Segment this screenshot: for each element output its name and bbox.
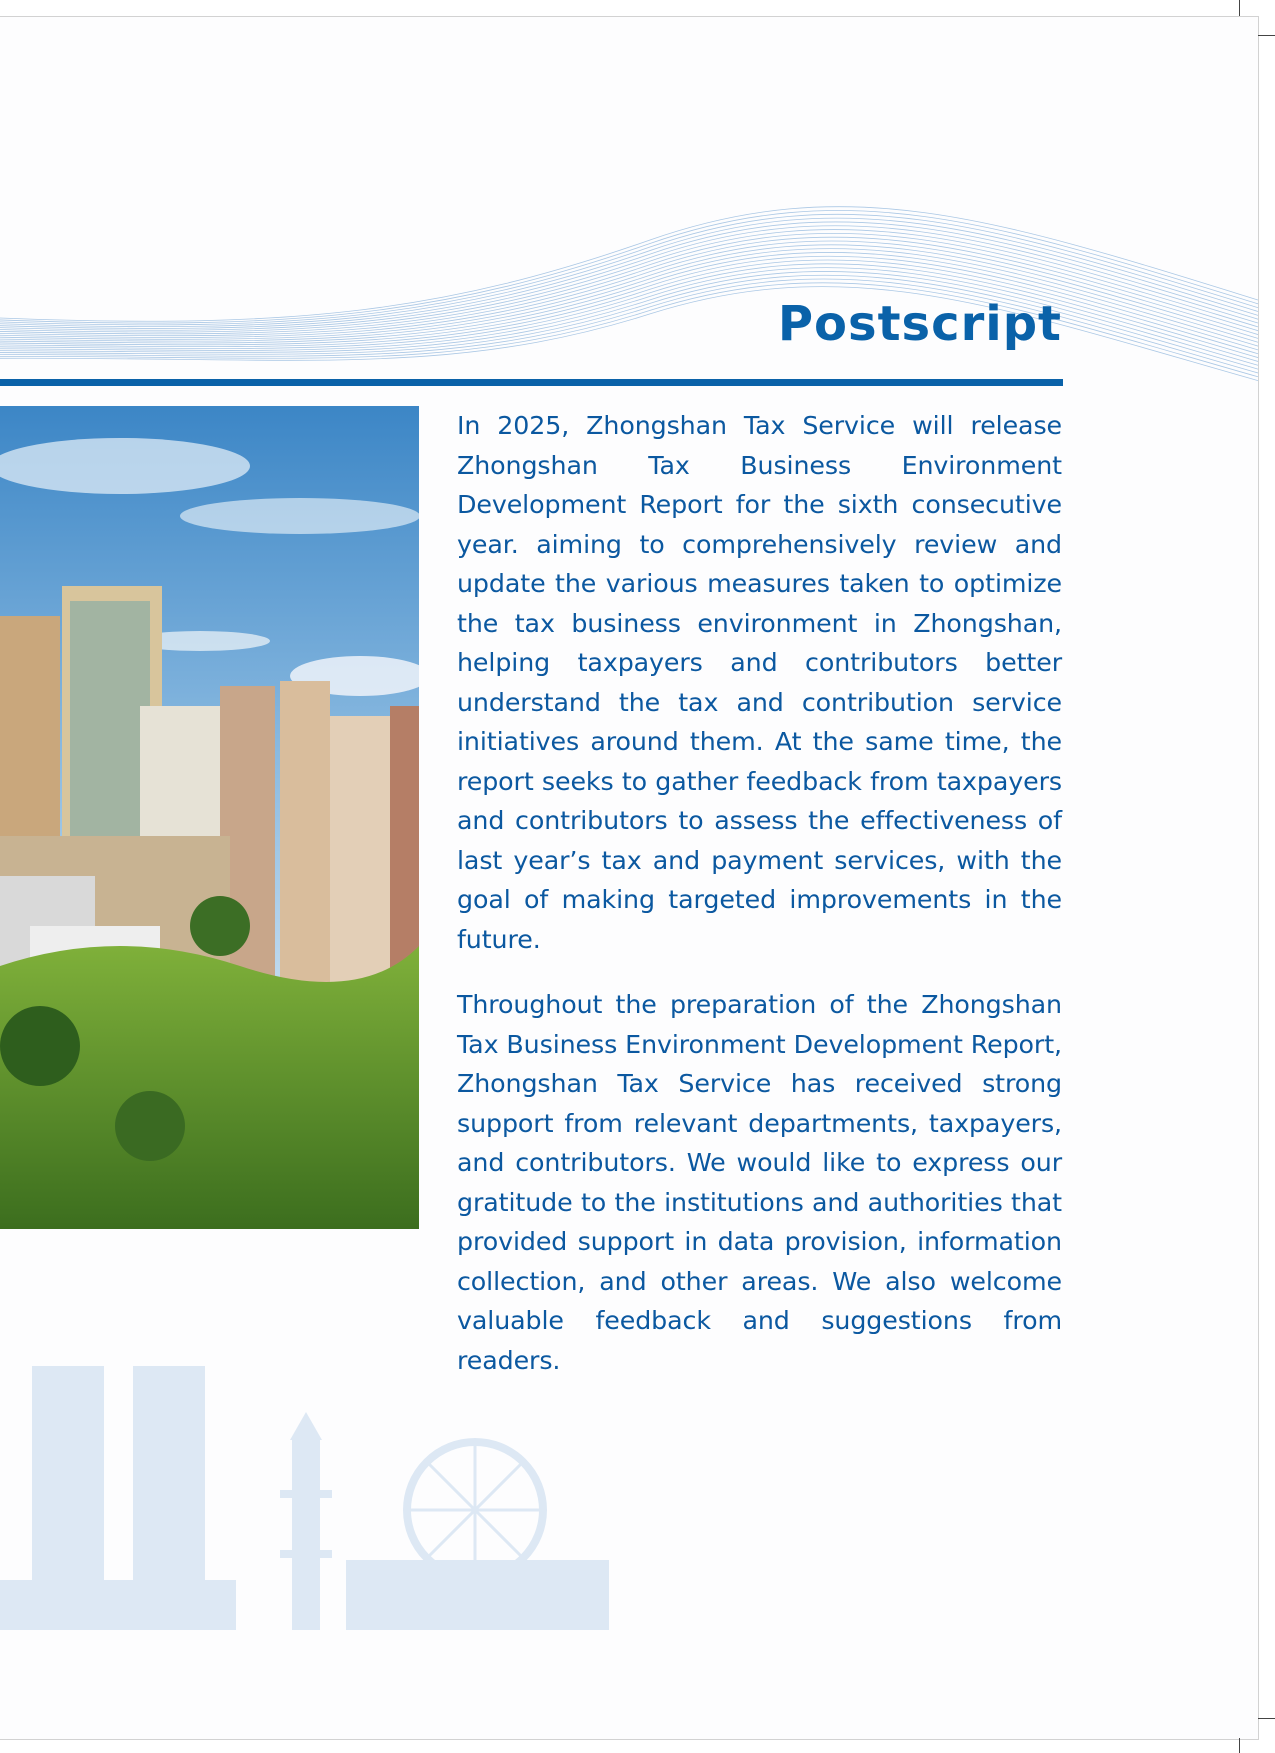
crop-mark-bottom-right [1258,1718,1275,1719]
city-skyline-photo [0,406,419,1229]
crop-mark-bottom [1239,1738,1240,1753]
skyline-watermark [0,1360,620,1630]
wave-line [0,226,1258,331]
crop-mark-top [1239,0,1240,16]
postscript-body [457,406,1062,1406]
wave-line [0,279,1258,373]
wave-line [0,218,1258,327]
title-underline [0,379,1063,386]
page-title: Postscript [777,296,1062,352]
wave-line [0,214,1258,325]
crop-mark-top-right [1258,35,1275,36]
wave-line [0,207,1258,322]
paragraph-1: In 2025, Zhongshan Tax Service will release Zhongshan Tax Business Environment Development Report for the sixth consecutive year. aiming to comprehensively review and update the various measures taken to optimize the tax business environment in Zhongshan, helping taxpayers and contributors better understand the tax and contribution service initiatives around them. At the same time, the report seeks to gather feedback from taxpayers and contributors to assess the effectiveness of last year’s tax and payment services, with the goal of making targeted improvements in the future. [457,411,1062,954]
paragraph-2: Throughout the preparation of the Zhongshan Tax Business Environment Development Report, Zhongshan Tax Service has received strong support from relevant departments, taxpayers, and contributors. We would like to express our gratitude to the institutions and authorities that provided support in data provision, information collection, and other areas. We also welcome valuable feedback and suggestions from readers. [457,990,1062,1375]
